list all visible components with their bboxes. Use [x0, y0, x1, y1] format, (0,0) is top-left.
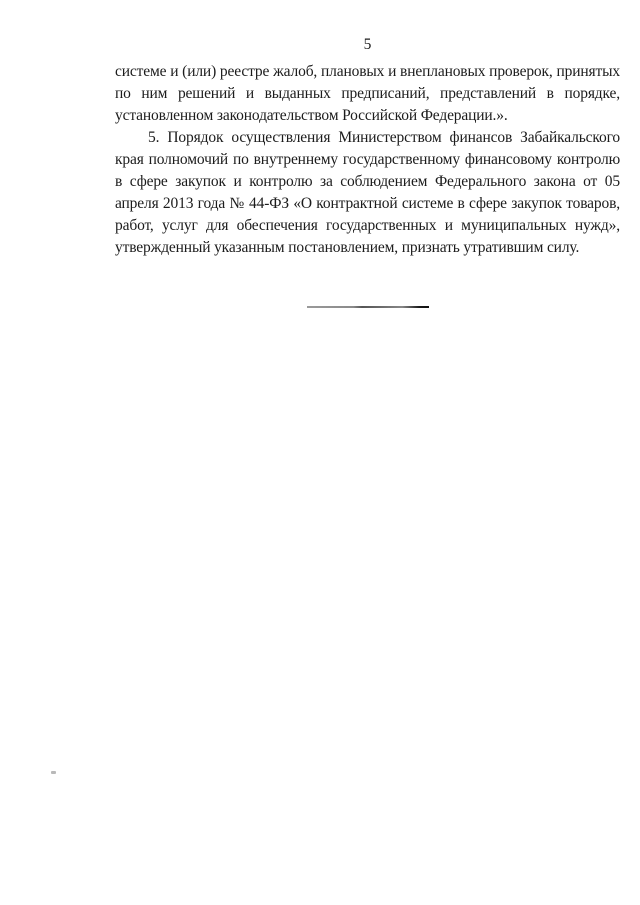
document-body: [115, 61, 620, 308]
body-text-paragraph-item5: 5. Порядок осуществления Министерством финансов Забайкальского края полномочий по внутреннему государственному финансовому контролю в сфере закупок и контролю за соблюдением Федерального закона от 05 апреля 2013 года № 44-ФЗ «О контрактной системе в сфере закупок товаров, работ, услуг для обеспечения государственных и муниципальных нужд», утвержденный указанным постановлением, признать утратившим силу.: [115, 129, 620, 256]
scan-artifact-speck: [51, 771, 56, 774]
separator-line: [307, 306, 429, 308]
page-number: 5: [363, 36, 372, 53]
body-text-paragraph-continuation: системе и (или) реестре жалоб, плановых и внеплановых проверок, принятых по ним решений и выданных предписаний, представлений в порядке, установленном законодательством Российской Федерации.».: [115, 63, 620, 124]
